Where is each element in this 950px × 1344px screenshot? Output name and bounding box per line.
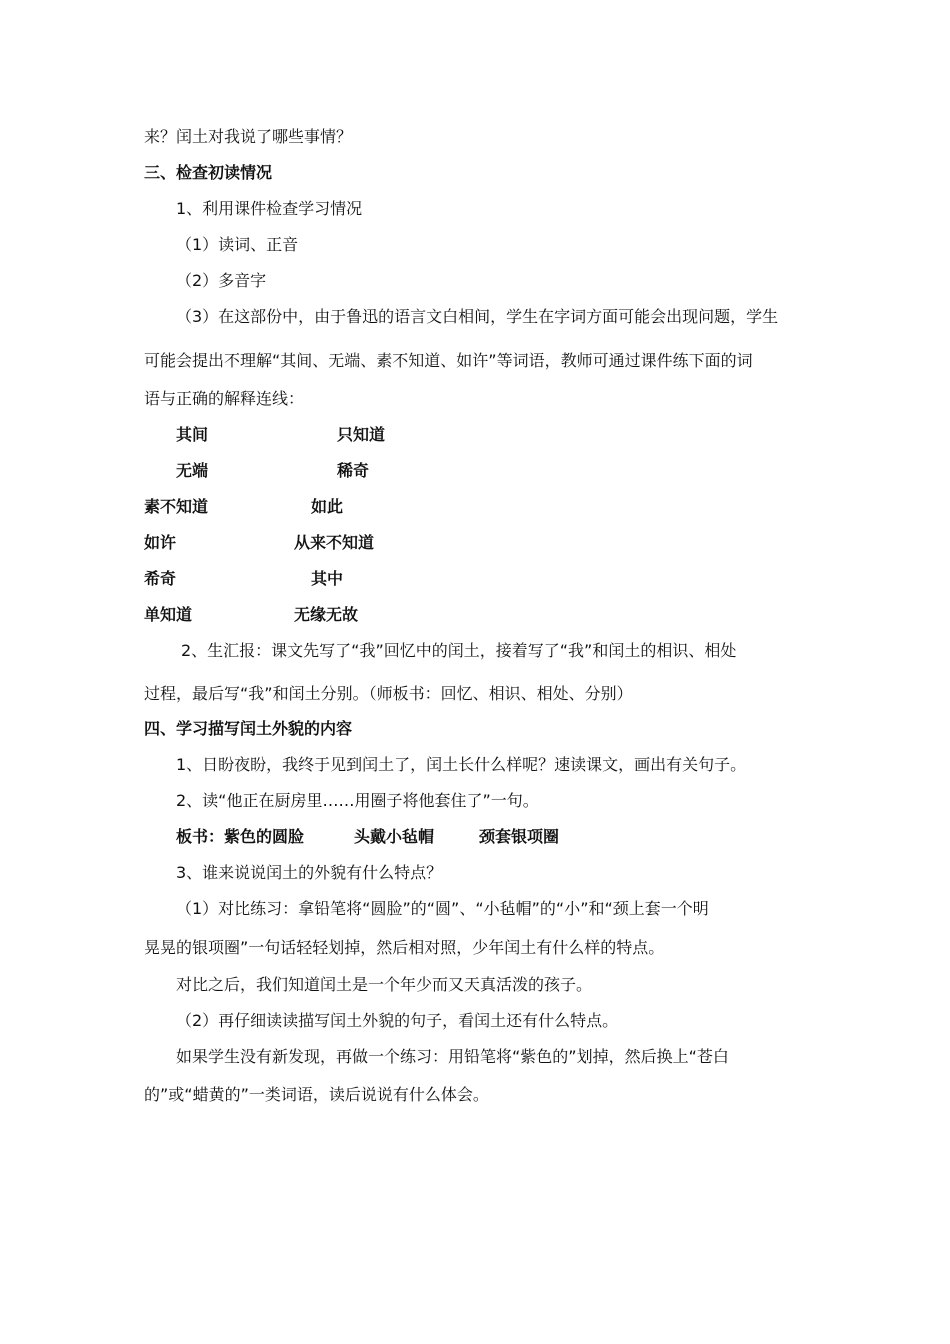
paragraph-line: （2）再仔细读读描写闰土外貌的句子，看闰土还有什么特点。 [176, 1011, 619, 1030]
paragraph-line: 对比之后，我们知道闰土是一个年少而又天真活泼的孩子。 [176, 975, 593, 994]
match-right-term: 无缘无故 [294, 605, 359, 624]
paragraph-line: 如果学生没有新发现，再做一个练习：用铅笔将“紫色的”划掉，然后换上“苍白 [176, 1047, 729, 1066]
paragraph-line: 可能会提出不理解“其间、无端、素不知道、如许”等词语，教师可通过课件练下面的词 [144, 351, 753, 370]
blackboard-note: 颈套银项圈 [479, 827, 560, 846]
list-item: 1、利用课件检查学习情况 [176, 199, 363, 218]
list-item: 1、日盼夜盼，我终于见到闰土了，闰土长什么样呢？速读课文，画出有关句子。 [176, 755, 747, 774]
paragraph-line: 晃晃的银项圈”一句话轻轻划掉，然后相对照，少年闰土有什么样的特点。 [144, 938, 665, 957]
match-right-term: 只知道 [337, 425, 386, 444]
section-heading-4-title: 描写闰土外貌的内容 [208, 719, 353, 738]
section-heading-4-prefix: 四、学习 [144, 719, 209, 738]
match-right-term: 如此 [311, 497, 344, 516]
list-item: 2、读“他正在厨房里……用圈子将他套住了”一句。 [176, 791, 539, 810]
match-left-term: 素不知道 [144, 497, 209, 516]
blackboard-note: 头戴小毡帽 [354, 827, 435, 846]
match-right-term: 从来不知道 [294, 533, 375, 552]
match-left-term: 希奇 [144, 569, 177, 588]
match-left-term: 无端 [176, 461, 209, 480]
list-item: （1）读词、正音 [176, 235, 299, 254]
match-left-term: 其间 [176, 425, 209, 444]
match-left-term: 单知道 [144, 605, 193, 624]
paragraph-line: 语与正确的解释连线： [144, 389, 305, 408]
paragraph-line: 2、生汇报：课文先写了“我”回忆中的闰土，接着写了“我”和闰土的相识、相处 [181, 641, 737, 660]
section-heading-4 [144, 719, 352, 739]
paragraph-line: 的”或“蜡黄的”一类词语，读后说说有什么体会。 [144, 1085, 489, 1104]
section-heading-3: 三、检查初读情况 [144, 163, 273, 182]
blackboard-note: 板书：紫色的圆脸 [176, 827, 305, 846]
paragraph-continuation: 来？闰土对我说了哪些事情？ [144, 127, 353, 146]
match-right-term: 其中 [311, 569, 344, 588]
paragraph-line: （3）在这部份中，由于鲁迅的语言文白相间，学生在字词方面可能会出现问题，学生 [176, 307, 779, 326]
list-item: 3、谁来说说闰土的外貌有什么特点？ [176, 863, 443, 882]
match-left-term: 如许 [144, 533, 177, 552]
paragraph-line: （1）对比练习：拿铅笔将“圆脸”的“圆”、“小毡帽”的“小”和“颈上套一个明 [176, 899, 709, 918]
paragraph-line: 过程，最后写“我”和闰土分别。（师板书：回忆、相识、相处、分别） [144, 684, 633, 703]
list-item: （2）多音字 [176, 271, 267, 290]
match-right-term: 稀奇 [337, 461, 370, 480]
